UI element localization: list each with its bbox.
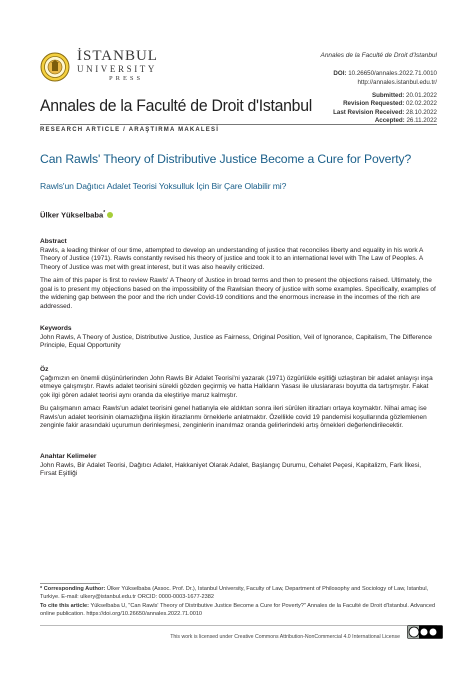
date-revision-requested: Revision Requested: 02.02.2022 [343, 100, 437, 108]
abstract-section [40, 238, 438, 312]
corresponding-author: * Corresponding Author: Ülker Yükselbaba (Assoc. Prof. Dr.), Istanbul University, Faculty of Law, Department of Philosophy and Sociology of Law, Istanbul, Turkiye. E-mail: ulkery@istanbul.edu.tr ORCID: 0000-0003-1677-2382 [40, 586, 429, 600]
article-title-tr: Rawls'un Dağıtıcı Adalet Teorisi Yoksulluk İçin Bir Çare Olabilir mi? [40, 181, 287, 191]
footnote-divider [40, 583, 100, 584]
cc-by-nc-badge-icon[interactable] [407, 625, 443, 639]
date-accepted: Accepted: 26.11.2022 [374, 117, 437, 125]
anahtar-section [40, 453, 438, 479]
logo-line-2: UNIVERSITY [77, 64, 157, 74]
author-name: Ülker Yükselbaba [40, 210, 104, 220]
oz-paragraph-1: Çağımızın en önemli düşünürlerinden John Rawls Bir Adalet Teorisi'ni yazarak (1971) özgürlükle eşitliği uzlaştıran bir adalet anlayışı inşa etmeye çalışmıştır. Rawls adalet teorisini sürekli gözden geçirmiş ve hatta Halkların Yasası ile uluslararası boyutta da tartışmıştır. Fakat çok ilgi gören adalet teorisi aynı oranda da eleştiriye maruz kalmıştır. [40, 374, 433, 400]
publisher-logo [77, 49, 158, 83]
citation: To cite this article: Yükselbaba U, "Can Rawls' Theory of Distributive Justice Become a Cure for Poverty?" Annales de la Faculté de Droit d'Istanbul. Advanced online publication. https://doi.org/10.26650/annales.2022.71.0010 [40, 603, 436, 617]
article-title-en: Can Rawls' Theory of Distributive Justice Become a Cure for Poverty? [40, 152, 412, 166]
university-seal-icon [40, 52, 70, 82]
license-divider [40, 625, 437, 626]
keywords-section [40, 325, 438, 351]
footnotes [40, 586, 444, 618]
article-type: RESEARCH ARTICLE / ARAŞTIRMA MAKALESİ [40, 127, 220, 133]
doi-block [333, 70, 437, 87]
author [40, 210, 113, 220]
anahtar-heading: Anahtar Kelimeler [40, 453, 97, 460]
author-mark: * [103, 210, 106, 216]
anahtar-text: John Rawls, Bir Adalet Teorisi, Dağıtıcı Adalet, Hakkaniyet Olarak Adalet, Başlangıç Durumu, Cehalet Peçesi, Kapitalizm, Fark İlkesi, Fırsat Eşitliği [40, 461, 422, 478]
oz-paragraph-2: Bu çalışmanın amacı Rawls'un adalet teorisini genel hatlarıyla ele aldıktan sonra ileri sürülen itirazları ortaya koymaktır. Nihai amaç ise Rawls'un adalet teorisinin olamazlığına ilişkin itirazlarımı örneklerle anlatmaktır. Özellikle covid 19 pandemisi koşullarında gözlemlenen zenginle fakir arasındaki uçurumun derinleşmesi, zenginlerin inanılmaz oranda gelirlerindeki artış örnekleri değerlendirilecektir. [40, 404, 427, 430]
oz-heading: Öz [40, 366, 49, 373]
orcid-icon[interactable] [107, 212, 113, 218]
date-submitted: Submitted: 20.01.2022 [371, 92, 437, 99]
oz-section [40, 366, 438, 431]
keywords-text: John Rawls, A Theory of Justice, Distributive Justice, Justice as Fairness, Original Position, Veil of Ignorance, Capitalism, The Difference Principle, Equal Opportunity [40, 333, 432, 350]
logo-line-3: PRESS [109, 75, 144, 82]
abstract-heading: Abstract [40, 238, 67, 245]
journal-url[interactable]: http://annales.istanbul.edu.tr/ [357, 78, 437, 86]
license-text: This work is licensed under Creative Commons Attribution-NonCommercial 4.0 International License [170, 634, 400, 640]
logo-line-1: İSTANBUL [77, 48, 158, 64]
keywords-heading: Keywords [40, 325, 72, 332]
header-divider [40, 124, 437, 125]
doi-value[interactable]: 10.26650/annales.2022.71.0010 [348, 70, 437, 77]
journal-running-head: Annales de la Faculté de Droit d'Istanbul [320, 52, 437, 59]
abstract-paragraph-1: Rawls, a leading thinker of our time, attempted to develop an understanding of justice that reconciles liberty and equality in his work A Theory of Justice (1971). Rawls constantly revised his theory of justice and took it to an international level with The Law of Peoples. A Theory of Justice was met with great interest, but it was also heavily criticized. [40, 246, 423, 272]
date-last-revision: Last Revision Received: 28.10.2022 [333, 108, 437, 116]
doi-label: DOI: [333, 70, 347, 77]
journal-title: Annales de la Faculté de Droit d'Istanbul [40, 96, 312, 115]
abstract-paragraph-2: The aim of this paper is first to review Rawls' A Theory of Justice in broad terms and then to present the objections raised. Ultimately, the goal is to present my objections based on the impossibility of the Rawlsian theory of justice with some examples. Specifically, examples of the widening gap between the poor and the rich under Covid-19 conditions and the enormous increase in the incomes of the rich are addressed. [40, 276, 436, 310]
submission-dates [333, 92, 437, 126]
